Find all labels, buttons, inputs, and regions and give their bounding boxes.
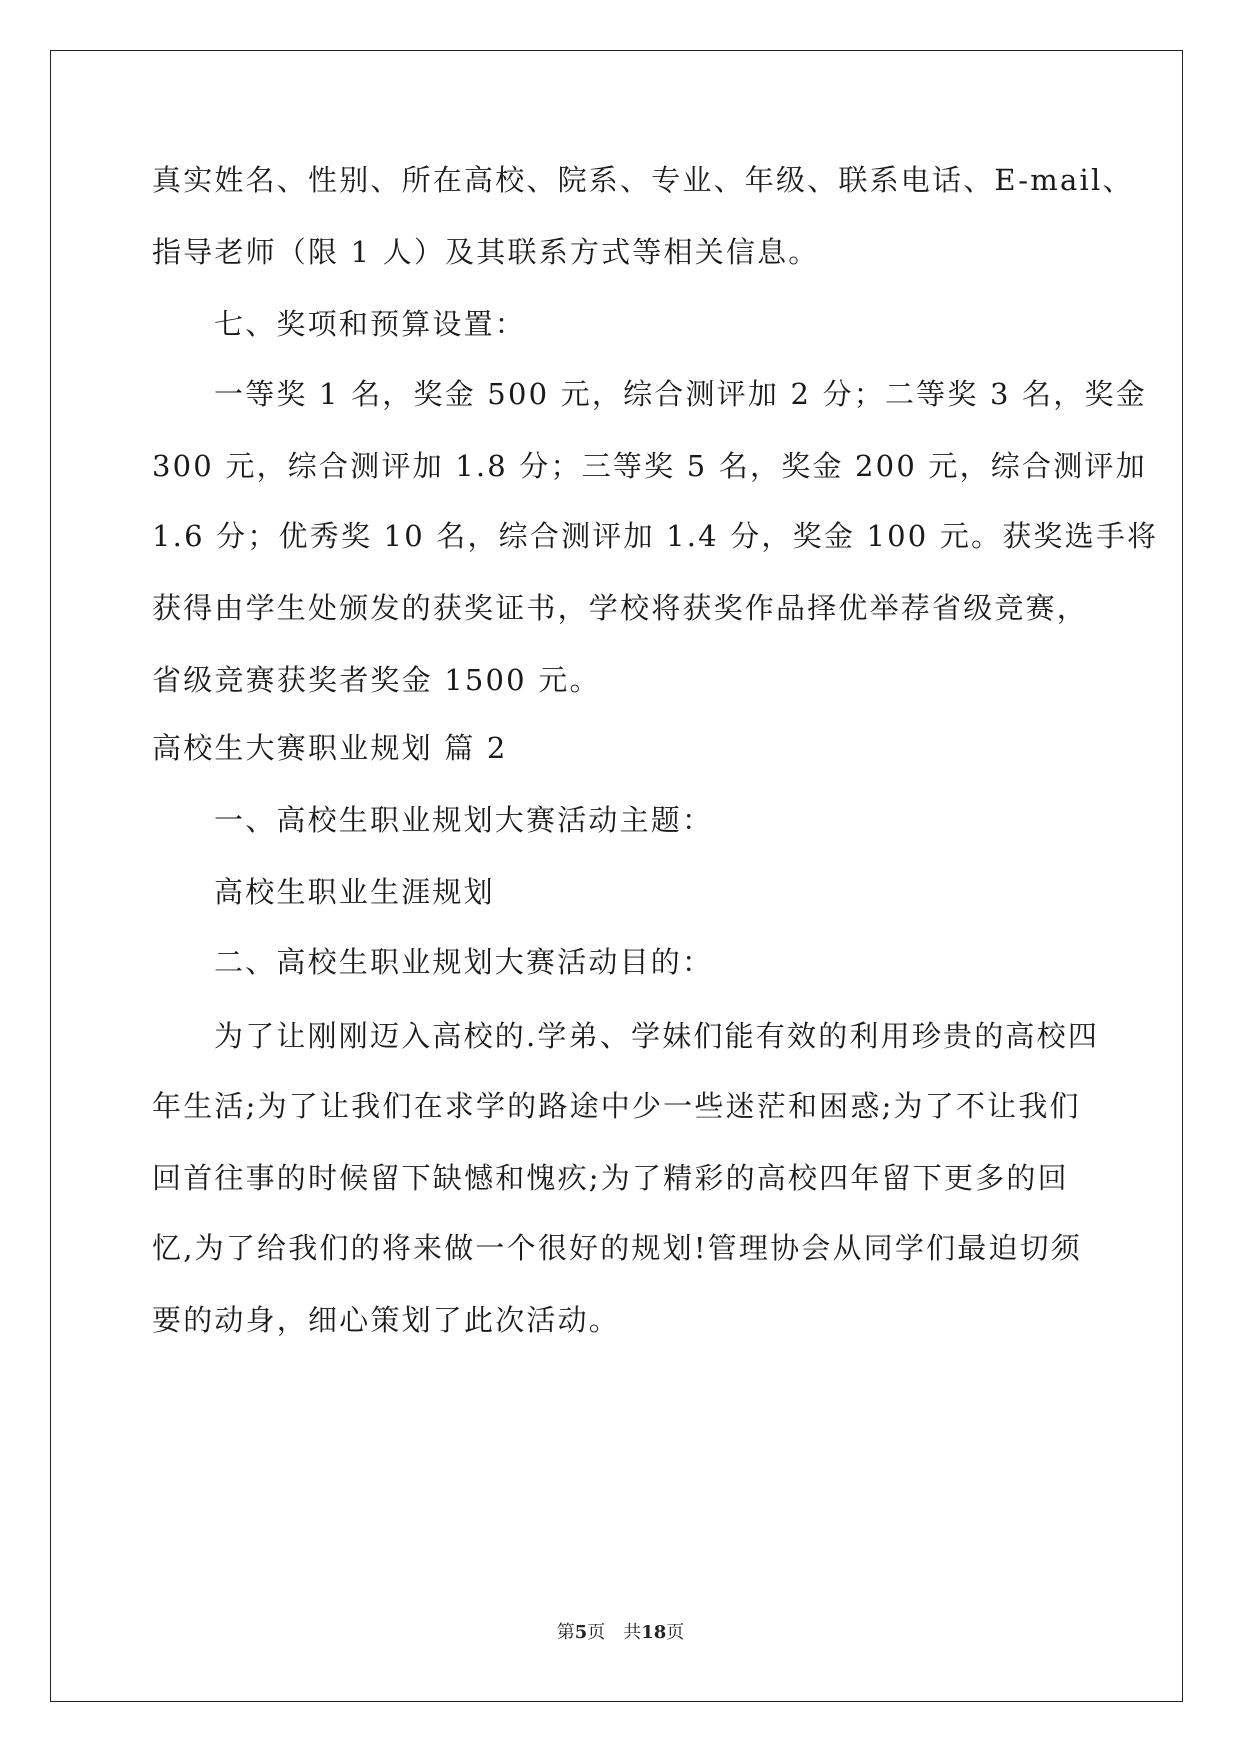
footer-prefix: 第 (556, 1622, 575, 1643)
article-title: 高校生大赛职业规划 篇 2 (152, 731, 508, 765)
footer-mid: 页 共 (587, 1622, 642, 1643)
body-line: 高校生职业生涯规划 (214, 875, 495, 909)
section-heading: 一、高校生职业规划大赛活动主题： (214, 803, 714, 837)
body-line: 年生活;为了让我们在求学的路途中少一些迷茫和困惑;为了不让我们 (152, 1089, 1081, 1123)
body-line: 真实姓名、性别、所在高校、院系、专业、年级、联系电话、E-mail、 (152, 163, 1134, 197)
body-line: 省级竞赛获奖者奖金 1500 元。 (152, 663, 601, 697)
body-line: 300 元，综合测评加 1.8 分；三等奖 5 名，奖金 200 元，综合测评加 (152, 449, 1147, 483)
page-number: 5 (574, 1622, 588, 1643)
body-line: 忆,为了给我们的将来做一个很好的规划!管理协会从同学们最迫切须 (152, 1231, 1083, 1265)
body-line: 一等奖 1 名，奖金 500 元，综合测评加 2 分；二等奖 3 名，奖金 (214, 377, 1147, 411)
body-line: 指导老师（限 1 人）及其联系方式等相关信息。 (152, 235, 820, 269)
body-line: 1.6 分；优秀奖 10 名，综合测评加 1.4 分，奖金 100 元。获奖选手将 (152, 519, 1159, 553)
section-heading: 七、奖项和预算设置： (214, 307, 527, 341)
page-footer (0, 1621, 1241, 1645)
body-line: 回首往事的时候留下缺憾和愧疚;为了精彩的高校四年留下更多的回 (152, 1161, 1069, 1195)
page-total: 18 (641, 1622, 667, 1643)
section-heading: 二、高校生职业规划大赛活动目的： (214, 945, 714, 979)
body-line: 获得由学生处颁发的获奖证书，学校将获奖作品择优举荐省级竞赛， (152, 591, 1089, 625)
body-line: 为了让刚刚迈入高校的.学弟、学妹们能有效的利用珍贵的高校四 (214, 1019, 1100, 1053)
body-line: 要的动身，细心策划了此次活动。 (152, 1303, 621, 1337)
footer-suffix: 页 (666, 1622, 685, 1643)
